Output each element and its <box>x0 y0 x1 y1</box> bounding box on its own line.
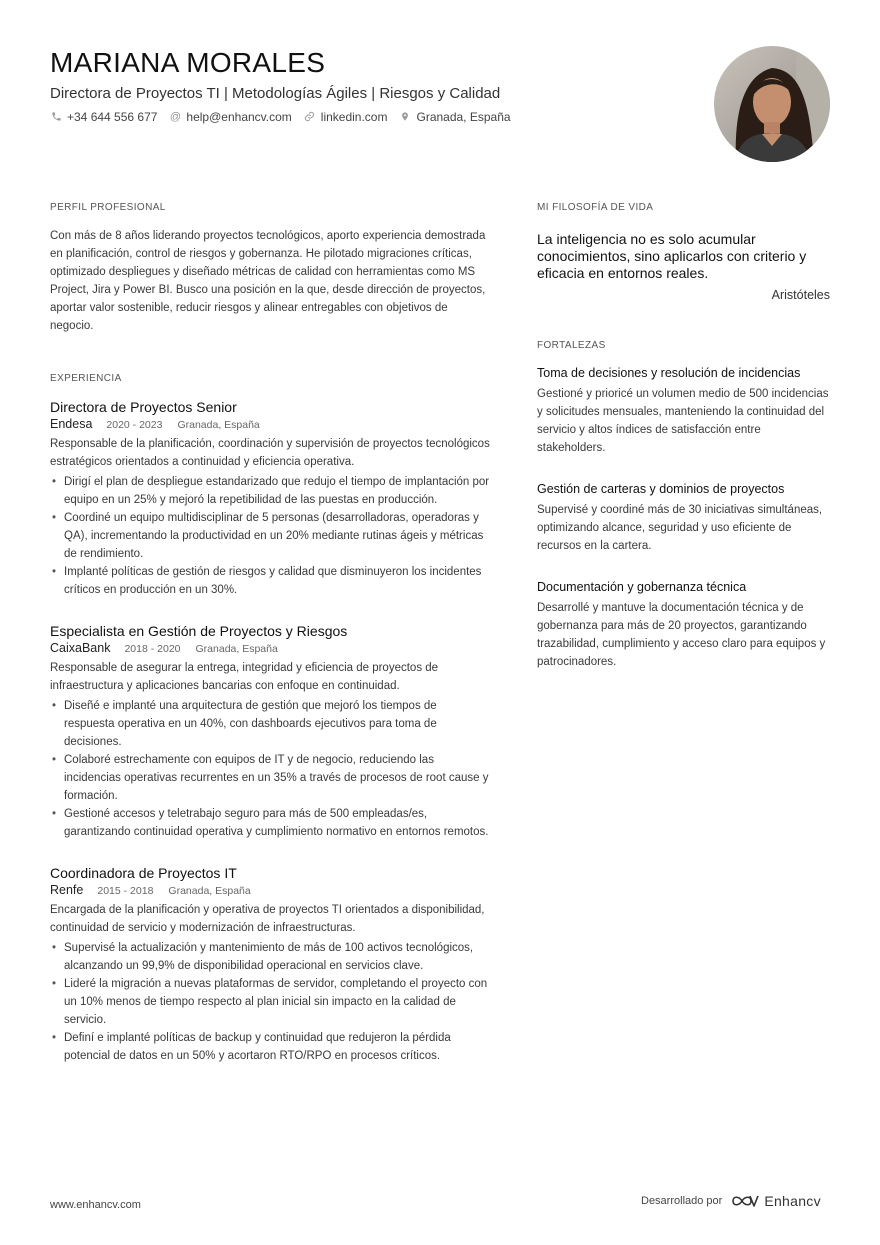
candidate-headline: Directora de Proyectos TI | Metodologías Ágiles | Riesgos y Calidad <box>50 85 501 102</box>
job-title: Especialista en Gestión de Proyectos y Riesgos <box>50 623 348 639</box>
job-meta <box>50 416 490 433</box>
at-icon: @ <box>169 111 181 123</box>
candidate-name: MARIANA MORALES <box>50 47 326 78</box>
achievement-item: • Supervisé la actualización y mantenimiento de más de 100 activos tecnológicos, alcanzando un 99,9% de disponibilidad operacional en servicios clave. <box>50 939 490 975</box>
enhancv-logo-icon <box>730 1193 760 1209</box>
philosophy-section-title: MI FILOSOFÍA DE VIDA <box>537 202 654 213</box>
phone-icon <box>50 111 62 123</box>
job-entry <box>50 864 490 1065</box>
job-description: Encargada de la planificación y operativa de proyectos TI orientados a disponibilidad, continuidad de servicio y modernización de infraestructuras. <box>50 904 485 934</box>
achievement-item: • Coordiné un equipo multidisciplinar de 5 personas (desarrolladoras, operadoras y QA), incrementando la productividad en un 20% mediante rutinas ágeis y métricas de rendimiento. <box>50 509 490 563</box>
job-location: Granada, España <box>168 885 251 897</box>
brand-name: Enhancv <box>764 1193 821 1209</box>
achievement-item: • Implanté políticas de gestión de riesgos y calidad que disminuyeron los incidentes críticos en producción en un 30%. <box>50 563 490 599</box>
job-entry <box>50 398 490 599</box>
job-achievements <box>50 473 490 599</box>
contact-linkedin[interactable] <box>304 110 388 124</box>
job-achievements <box>50 697 490 841</box>
profile-section-title: PERFIL PROFESIONAL <box>50 202 166 213</box>
philosophy-quote: La inteligencia no es solo acumular conocimientos, sino aplicarlos con criterio y eficacia en entornos reales. <box>537 231 807 281</box>
location-pin-icon <box>399 111 411 123</box>
link-icon <box>304 111 316 123</box>
job-meta <box>50 882 490 899</box>
job-title: Coordinadora de Proyectos IT <box>50 865 237 881</box>
footer-website[interactable]: www.enhancv.com <box>50 1199 141 1211</box>
resume-header <box>50 46 690 124</box>
job-dates: 2018 - 2020 <box>124 643 181 655</box>
achievement-item: • Gestioné accesos y teletrabajo seguro para más de 500 empleadas/es, garantizando continuidad operativa y cumplimiento normativo en entornos remotos. <box>50 805 490 841</box>
profile-section <box>50 202 490 335</box>
achievement-item: • Diseñé e implanté una arquitectura de gestión que mejoró los tiempos de respuesta operativa en un 40%, con dashboards ejecutivos para toma de decisiones. <box>50 697 490 751</box>
strength-item <box>537 579 830 671</box>
quote-author: Aristóteles <box>771 288 830 302</box>
job-meta <box>50 640 490 657</box>
strength-title: Documentación y gobernanza técnica <box>537 580 747 594</box>
phone-text: +34 644 556 677 <box>67 110 158 124</box>
achievement-item: • Definí e implanté políticas de backup y continuidad que redujeron la pérdida potencial de datos en un 50% y acortaron RTO/RPO en procesos críticos. <box>50 1029 490 1065</box>
experience-section-title: EXPERIENCIA <box>50 373 122 384</box>
job-achievements <box>50 939 490 1065</box>
profile-summary: Con más de 8 años liderando proyectos tecnológicos, aporto experiencia demostrada en planificación, control de riesgos y gobernanza. He pilotado migraciones críticas, optimizado despliegues y diseñado métricas de calidad con herramientas como MS Project, Jira y Power BI. Busco una posición en la que, desde dirección de proyectos, aportar valor sostenible, reducir riesgos y alinear entregables con objetivos de negocio. <box>50 230 486 332</box>
contact-location <box>399 110 510 124</box>
strength-item <box>537 365 830 457</box>
email-text[interactable]: help@enhancv.com <box>186 110 292 124</box>
job-description: Responsable de la planificación, coordinación y supervisión de proyectos tecnológicos estratégicos orientados a continuidad y eficiencia operativa. <box>50 438 490 468</box>
strength-title: Toma de decisiones y resolución de incidencias <box>537 366 801 380</box>
job-description: Responsable de asegurar la entrega, integridad y eficiencia de proyectos de infraestructura y aplicaciones bancarias con enfoque en continuidad. <box>50 662 439 692</box>
achievement-item: • Dirigí el plan de despliegue estandarizado que redujo el tiempo de implantación por equipo en un 25% y mejoró la repetibilidad de las puestas en producción. <box>50 473 490 509</box>
strengths-section <box>537 340 830 671</box>
job-dates: 2020 - 2023 <box>106 419 163 431</box>
experience-section <box>50 373 490 1065</box>
location-text: Granada, España <box>416 110 511 124</box>
contact-bar <box>50 110 690 124</box>
profile-photo <box>714 46 830 162</box>
strength-description: Desarrollé y mantuve la documentación técnica y de gobernanza para más de 20 proyectos, garantizando trazabilidad, cumplimiento y acceso claro para equipos y patrocinadores. <box>537 602 826 668</box>
company-name: CaixaBank <box>50 641 111 655</box>
strength-item <box>537 481 830 555</box>
strengths-section-title: FORTALEZAS <box>537 340 606 351</box>
company-name: Renfe <box>50 883 84 897</box>
achievement-item: • Colaboré estrechamente con equipos de IT y de negocio, reduciendo las incidencias operativas recurrentes en un 35% a través de procesos de root cause y formación. <box>50 751 490 805</box>
contact-phone <box>50 110 157 124</box>
job-title: Directora de Proyectos Senior <box>50 399 237 415</box>
job-entry <box>50 622 490 841</box>
footer-branding <box>641 1193 821 1209</box>
achievement-item: • Lideré la migración a nuevas plataformas de servidor, completando el proyecto con un 10% menos de tiempo respecto al plan inicial sin impacto en la calidad de servicio. <box>50 975 490 1029</box>
powered-by-label: Desarrollado por <box>641 1195 723 1207</box>
job-location: Granada, España <box>195 643 278 655</box>
job-dates: 2015 - 2018 <box>97 885 154 897</box>
enhancv-logo[interactable] <box>730 1193 821 1209</box>
company-name: Endesa <box>50 417 93 431</box>
philosophy-section <box>537 202 830 302</box>
contact-email[interactable] <box>169 110 291 124</box>
strength-title: Gestión de carteras y dominios de proyectos <box>537 482 785 496</box>
job-location: Granada, España <box>177 419 260 431</box>
strength-description: Supervisé y coordiné más de 30 iniciativas simultáneas, optimizando alcance, seguridad y uso eficiente de recursos en la cartera. <box>537 504 823 552</box>
strength-description: Gestioné y prioricé un volumen medio de 500 incidencias y solicitudes mensuales, manteniendo la continuidad del servicio y altos índices de satisfacción entre stakeholders. <box>537 388 829 454</box>
linkedin-text[interactable]: linkedin.com <box>320 110 388 124</box>
